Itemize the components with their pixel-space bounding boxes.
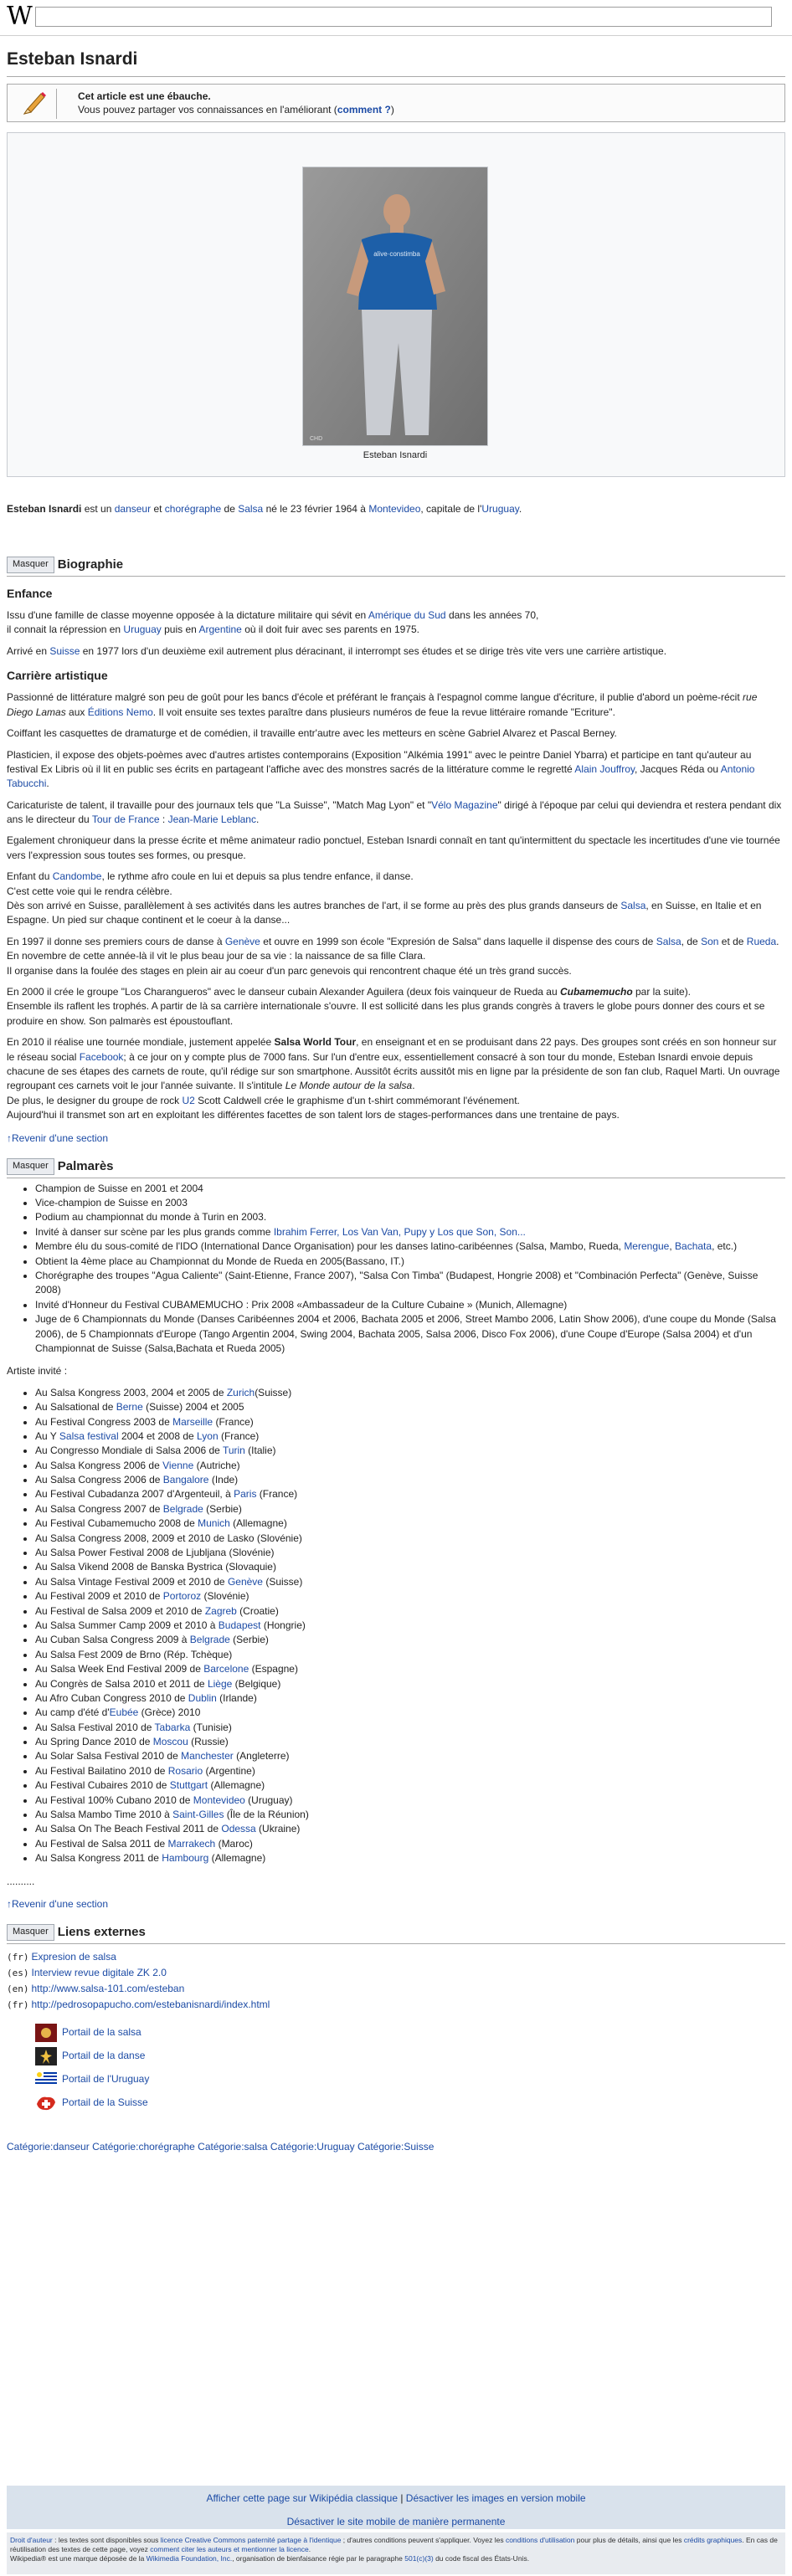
list-item-link[interactable]: Ibrahim Ferrer, Los Van Van, Pupy y Los que Son, Son...: [273, 1225, 526, 1238]
page-title: Esteban Isnardi: [7, 47, 785, 77]
list-item-text: Au Salsational de: [35, 1401, 116, 1414]
paragraph: Coiffant les casquettes de dramaturge et de comédien, il travaille entr'autre avec les metteurs en scène Gabriel Alvarez et Pascal Berney.: [7, 727, 617, 740]
list-item: [35, 1386, 785, 1400]
list-item-link[interactable]: Zagreb: [204, 1604, 237, 1617]
list-item-text: Juge de 6 Championnats du Monde (Danses Caribéennes 2004 et 2006, Bachata 2005 et 2006, Street Mambo 2006, Latin Show 2006), d'une coupe du Monde (Salsa 2006), de 5 Championnats d'Europe (Tango Argentin 2004, Swing 2004, Bachata 2005, Salsa 2006, Disco Fox 2006), d'une Coupe d'Europe (Salsa 2004) et d'un Championnat de Suisse (Salsa,Bachata et Rueda 2005): [35, 1313, 776, 1354]
list-item: [35, 1822, 785, 1836]
section-biography-title: Biographie: [57, 557, 124, 572]
list-item-text: (Grèce) 2010: [138, 1706, 201, 1719]
shirt-text: alive·constimba: [373, 250, 420, 259]
list-item-text: Au Salsa Congress 2006 de: [35, 1474, 163, 1486]
list-item-link[interactable]: Eubée: [109, 1706, 139, 1719]
list-item-text: (Irlande): [216, 1691, 257, 1704]
paragraph: Enfant du Candombe, le rythme afro coule en lui et depuis sa plus tendre enfance, il danse. C'est cette voie qui le rendra célèbre. Dès son arrivé en Suisse, parallèlement à ses activités dans les autres branches de l'art, il se forme au près des plus grands danseurs de Salsa, en Suisse, en Italie et en Espagne. Un pied sur chaque continent et le coeur à la danse...: [7, 870, 762, 926]
list-item-text: Vice-champion de Suisse en 2003: [35, 1197, 188, 1209]
list-item-link[interactable]: Vienne: [162, 1459, 194, 1471]
link-alain-jouffroy[interactable]: Alain Jouffroy: [574, 762, 635, 775]
paragraph: En 2010 il réalise une tournée mondiale, justement appelée Salsa World Tour, en enseignant et en se produisant dans 22 pays. Des groupes sont créés en son honneur sur le réseau social Facebook; à ce jour on y compte plus de 7000 fans. Sur l'un d'entre eux, essentiellement consacré à son tour du monde, Esteban Isnardi envoie depuis chacune de ses étapes des carnets de route, qu'il rédige sur son smartphone. Aussitôt écrits aussitôt mis en ligne par la présidente de son fan club, Raquel Marti. Un ouvrage regroupant ces carnets voit le jour l'année suivante. Il s'intitule Le Monde autour de la salsa. De plus, le designer du groupe de rock U2 Scott Caldwell crée le graphisme d'un t-shirt commémorant l'événement. Aujourd'hui il transmet son art en exploitant les différentes facettes de son talent lors de stages-performances dans une trentaine de pays.: [7, 1036, 780, 1121]
subheading-carriere: Carrière artistique: [7, 669, 108, 683]
subheading-enfance: Enfance: [7, 586, 53, 600]
list-item-text: Au Festival de Salsa 2011 de: [35, 1837, 168, 1850]
list-item-text: 2004 et 2008 de: [118, 1429, 198, 1442]
section-external-header: [7, 1923, 785, 1944]
list-item-link[interactable]: Turin: [222, 1445, 245, 1457]
list-item-text: Au Festival de Salsa 2009 et 2010 de: [35, 1604, 205, 1617]
list-item-link[interactable]: Bangalore: [162, 1474, 209, 1486]
link-danseur[interactable]: danseur: [114, 503, 152, 516]
list-item-text: Au Salsa Kongress 2011 de: [35, 1852, 162, 1865]
paragraph: Egalement chroniqueur dans la presse écrite et même animateur radio ponctuel, Esteban Isnardi connaît en tant qu'intermittent du spectacle les incertitudes d'une vie tournée vers l'expression sous toutes ses formes, ou presque.: [7, 834, 780, 861]
wikimedia-link[interactable]: Wikimedia Foundation, Inc.: [146, 2554, 233, 2563]
list-item-text: (Suisse): [262, 1575, 303, 1588]
list-item-text: Au Salsa Summer Camp 2009 et 2010 à: [35, 1619, 219, 1631]
list-item-text: Champion de Suisse en 2001 et 2004: [35, 1182, 203, 1194]
link-salsa[interactable]: Salsa: [620, 900, 646, 912]
list-item-text: (Île de la Réunion): [224, 1809, 309, 1821]
list-item-link[interactable]: Budapest: [218, 1619, 261, 1631]
classic-view-link[interactable]: Afficher cette page sur Wikipédia classique: [206, 2492, 398, 2504]
list-item: [35, 1633, 785, 1647]
list-item-link[interactable]: Munich: [198, 1517, 230, 1530]
list-item-text: Au Salsa Congress 2007 de: [35, 1502, 163, 1515]
list-item-text: Au Salsa On The Beach Festival 2011 de: [35, 1823, 222, 1835]
link-argentine[interactable]: Argentine: [198, 623, 242, 636]
external-link[interactable]: http://www.salsa-101.com/esteban: [31, 1983, 185, 1995]
list-item: [35, 1516, 785, 1531]
list-item: [35, 1502, 785, 1516]
external-link-row: [7, 1949, 785, 1965]
list-item-link[interactable]: Dublin: [188, 1691, 217, 1704]
list-item: [35, 1793, 785, 1808]
list-item-link[interactable]: Marrakech: [167, 1837, 216, 1850]
section-external-title: Liens externes: [57, 1925, 146, 1940]
portal-item: [35, 2045, 785, 2068]
list-item-text: Au Salsa Kongress 2003, 2004 et 2005 de: [35, 1386, 227, 1398]
list-item-text: Au Salsa Power Festival 2008 de Ljubljana (Slovénie): [35, 1547, 275, 1559]
list-item: [35, 1312, 785, 1356]
category-link[interactable]: Catégorie:salsa: [198, 2141, 268, 2153]
portal-link[interactable]: Portail de l'Uruguay: [62, 2073, 150, 2086]
list-item-text: (Allemagne): [208, 1852, 266, 1865]
paragraph: Arrivé en Suisse en 1977 lors d'un deuxième exil autrement plus déracinant, il interrompt ses études et se dirige très vite vers une carrière artistique.: [7, 644, 667, 657]
search-input[interactable]: [35, 7, 772, 27]
portrait-image[interactable]: [302, 167, 488, 446]
category-link[interactable]: Catégorie:danseur: [7, 2141, 90, 2153]
list-item: [35, 1546, 785, 1560]
toggle-external-button[interactable]: Masquer: [7, 1924, 54, 1941]
list-item-text: Au Festival Cubamemucho 2008 de: [35, 1517, 198, 1530]
category-link[interactable]: Catégorie:Suisse: [357, 2141, 435, 2153]
list-item: [35, 1604, 785, 1619]
notice-how-link[interactable]: comment ?: [337, 104, 391, 116]
list-item-link[interactable]: Zurich: [226, 1386, 255, 1398]
list-item-link[interactable]: Salsa festival: [59, 1429, 119, 1442]
disable-mobile-link[interactable]: Désactiver le site mobile de manière permanente: [286, 2516, 506, 2528]
list-item-text: (France): [218, 1429, 260, 1442]
intro-paragraph: Esteban Isnardi est un danseur et chorégraphe de Salsa né le 23 février 1964 à Montevideo, capitale de l'Uruguay.: [7, 503, 522, 516]
list-item-link[interactable]: Bachata: [675, 1240, 712, 1253]
list-item: [35, 1255, 785, 1269]
list-item-text: Au Salsa Festival 2010 de: [35, 1721, 155, 1733]
list-item: [35, 1196, 785, 1210]
stub-notice: [7, 84, 785, 122]
list-item: [35, 1619, 785, 1633]
portal-item: [35, 2068, 785, 2091]
link-velo-magazine[interactable]: Vélo Magazine: [431, 798, 498, 811]
link-rueda[interactable]: Rueda: [746, 935, 777, 947]
list-item: [35, 1473, 785, 1487]
salsa-portal-icon: [35, 2024, 57, 2042]
list-item: [35, 1560, 785, 1574]
list-item-text: Au Spring Dance 2010 de: [35, 1736, 153, 1748]
switzerland-map-icon: [35, 2094, 57, 2112]
list-item-text: (Croatie): [236, 1604, 279, 1617]
guest-list: [7, 1386, 785, 1866]
footer: Droit d'auteur : les textes sont disponibles sous licence Creative Commons paternité partage à l'identique ; d'autres conditions peuvent s'appliquer. Voyez les conditions d'utilisation pour plus de détails, ainsi que les crédits graphiques. En cas de réutilisation des textes de cette page, voyez comment citer les auteurs et mentionner la licence. Wikipedia® est une marque déposée de la Wikimedia Foundation, Inc., organisation de bienfaisance régie par le paragraphe 501(c)(3) du code fiscal des États-Unis.: [7, 2532, 785, 2574]
portal-link[interactable]: Portail de la Suisse: [62, 2096, 148, 2109]
article-content: [7, 42, 785, 2155]
list-item: [35, 1589, 785, 1604]
list-item: [35, 1239, 785, 1254]
list-item: [35, 1837, 785, 1851]
portal-list: [7, 2021, 785, 2115]
list-item-text: Au Salsa Week End Festival 2009 de: [35, 1663, 204, 1675]
wikipedia-logo[interactable]: W: [7, 2, 33, 31]
list-item: [35, 1182, 785, 1196]
list-item-link[interactable]: Marseille: [172, 1415, 213, 1428]
list-item-text: Obtient la 4ème place au Championnat du Monde de Rueda en 2005(Bassano, IT.): [35, 1255, 404, 1267]
list-item: [35, 1648, 785, 1662]
list-item-text: (Ukraine): [255, 1823, 301, 1835]
list-item-text: Au Congresso Mondiale di Salsa 2006 de: [35, 1445, 223, 1457]
list-item-text: (Allemagne): [229, 1517, 287, 1530]
terms-link[interactable]: conditions d'utilisation: [505, 2536, 575, 2544]
link-antonio-tabucchi[interactable]: Antonio Tabucchi: [7, 762, 755, 790]
image-box: [7, 132, 785, 477]
pencil-icon: [18, 89, 57, 119]
list-item: [35, 1444, 785, 1458]
section-palmares-title: Palmarès: [57, 1158, 114, 1173]
list-item-text: (Argentine): [203, 1764, 255, 1777]
list-item-text: (Allemagne): [208, 1779, 265, 1792]
categories: [7, 2140, 785, 2154]
list-item-text: Podium au championnat du monde à Turin en 2003.: [35, 1211, 267, 1224]
list-item: [35, 1808, 785, 1822]
list-item-text: Au Festival Cubadanza 2007 d'Argenteuil, à: [35, 1488, 234, 1501]
list-item-link[interactable]: Belgrade: [189, 1634, 230, 1646]
palmares-list: [7, 1182, 785, 1357]
language-code: (fr): [7, 1999, 29, 2011]
list-item-text: (Maroc): [215, 1837, 253, 1850]
link-amerique-du-sud[interactable]: Amérique du Sud: [368, 608, 446, 621]
link-salsa[interactable]: Salsa: [238, 503, 264, 516]
list-item-link[interactable]: Moscou: [152, 1736, 188, 1748]
list-item-text: (France): [213, 1415, 254, 1428]
category-link[interactable]: Catégorie:Uruguay: [270, 2141, 355, 2153]
external-links: [7, 1949, 785, 2013]
list-item: [35, 1429, 785, 1444]
link-u2[interactable]: U2: [182, 1094, 195, 1106]
list-item: [35, 1575, 785, 1589]
toggle-biography-button[interactable]: Masquer: [7, 557, 54, 573]
list-item-text: (Suisse) 2004 et 2005: [142, 1401, 244, 1414]
license-link[interactable]: licence Creative Commons paternité partage à l'identique: [160, 2536, 342, 2544]
external-link-row: [7, 1997, 785, 2013]
list-item-text: , etc.): [712, 1240, 738, 1253]
list-item: [35, 1298, 785, 1312]
list-item-link[interactable]: Stuttgart: [169, 1779, 208, 1792]
list-item-text: Au Salsa Congress 2008, 2009 et 2010 de Lasko (Slovénie): [35, 1532, 302, 1544]
list-item-link[interactable]: Genève: [227, 1575, 263, 1588]
language-code: (fr): [7, 1952, 29, 1963]
list-item-text: (Inde): [208, 1474, 239, 1486]
list-item-text: Invité à danser sur scène par les plus grands comme: [35, 1225, 274, 1238]
list-item-text: (Slovénie): [201, 1590, 249, 1603]
image-caption: Esteban Isnardi: [363, 450, 428, 461]
link-facebook[interactable]: Facebook: [79, 1050, 124, 1063]
list-item-text: Invité d'Honneur du Festival CUBAMEMUCHO : Prix 2008 «Ambassadeur de la Culture Cubaine » (Munich, Allemagne): [35, 1298, 568, 1311]
ellipsis: ..........: [7, 1875, 35, 1887]
link-tour-de-france[interactable]: Tour de France: [91, 813, 160, 826]
portal-item: [35, 2091, 785, 2115]
portal-link[interactable]: Portail de la danse: [62, 2050, 146, 2062]
list-item-link[interactable]: Hambourg: [162, 1852, 209, 1865]
link-salsa[interactable]: Salsa: [656, 935, 681, 947]
list-item-link[interactable]: Barcelone: [203, 1663, 249, 1675]
list-item-text: (Autriche): [193, 1459, 240, 1471]
paragraph: En 1997 il donne ses premiers cours de danse à Genève et ouvre en 1999 son école "Expresión de Salsa" dans laquelle il dispense des cours de Salsa, de Son et de Rueda. En novembre de cette année-là il vit le plus beau jour de sa vie : la naissance de sa fille Clara. Il organise dans la foulée des stages en plein air au coeur d'un parc genevois qui rencontrent chaque été un très grand succès.: [7, 935, 779, 977]
list-item: [35, 1662, 785, 1676]
link-uruguay[interactable]: Uruguay: [123, 623, 162, 636]
section-biography-header: [7, 556, 785, 577]
list-item-link[interactable]: Berne: [116, 1401, 143, 1414]
back-to-section-link[interactable]: ↑Revenir d'une section: [7, 1131, 109, 1144]
list-item-link[interactable]: Manchester: [181, 1750, 234, 1763]
list-item-text: Au Cuban Salsa Congress 2009 à: [35, 1634, 190, 1646]
notice-title: Cet article est une ébauche.: [78, 90, 211, 103]
external-link[interactable]: Expresion de salsa: [31, 1951, 116, 1963]
link-editions-nemo[interactable]: Éditions Nemo: [87, 706, 153, 718]
list-item-text: Au Salsa Vintage Festival 2009 et 2010 de: [35, 1575, 228, 1588]
list-item: [35, 1210, 785, 1224]
link-geneve[interactable]: Genève: [224, 935, 260, 947]
notice-text: Vous pouvez partager vos connaissances en l'améliorant (: [78, 104, 337, 116]
list-item: [35, 1764, 785, 1778]
artist-label: Artiste invité :: [7, 1365, 68, 1378]
list-item-text: Au Y: [35, 1429, 59, 1442]
list-item-text: ,: [669, 1240, 676, 1253]
list-item-link[interactable]: Saint-Gilles: [172, 1809, 224, 1821]
list-item: [35, 1459, 785, 1473]
portal-link[interactable]: Portail de la salsa: [62, 2026, 141, 2039]
list-item-text: (Italie): [244, 1445, 276, 1457]
paragraph: Passionné de littérature malgré son peu de goût pour les bancs d'école et préférant le français à l'espagnol comme langue d'écriture, il publie d'abord un poème-récit rue Diego Lamas aux Éditions Nemo. Il voit ensuite ses textes paraître dans plusieurs numéros de feue la revue littéraire romande "Ecriture".: [7, 691, 758, 718]
tax-code-link[interactable]: 501(c)(3): [404, 2554, 434, 2563]
list-item-text: (Belgique): [232, 1677, 281, 1690]
back-to-section-link[interactable]: ↑Revenir d'une section: [7, 1898, 109, 1910]
list-item-text: Chorégraphe des troupes "Agua Caliente" (Saint-Etienne, France 2007), "Salsa Con Timba" (Budapest, Hongrie 2008) et "Combinación Perfecta" (Genève, Suisse 2008): [35, 1269, 759, 1296]
link-candombe[interactable]: Candombe: [52, 870, 102, 883]
list-item-text: Au Festival Cubaires 2010 de: [35, 1779, 170, 1792]
list-item-text: (Serbie): [203, 1502, 242, 1515]
list-item-text: Au Festival Bailatino 2010 de: [35, 1764, 168, 1777]
list-item-text: Au Solar Salsa Festival 2010 de: [35, 1750, 182, 1763]
list-item-link[interactable]: Merengue: [624, 1240, 670, 1253]
list-item-text: (Angleterre): [233, 1750, 290, 1763]
list-item-text: Au Salsa Kongress 2006 de: [35, 1459, 163, 1471]
credits-link[interactable]: crédits graphiques: [683, 2536, 743, 2544]
link-suisse[interactable]: Suisse: [49, 644, 80, 657]
list-item: [35, 1415, 785, 1429]
list-item-text: Au Salsa Fest 2009 de Brno (Rép. Tchèque): [35, 1648, 233, 1660]
list-item-text: Membre élu du sous-comité de l'IDO (International Dance Organisation) pour les danses latino-caribéennes (Salsa, Mambo, Rueda,: [35, 1240, 625, 1253]
list-item-text: (Tunisie): [190, 1721, 232, 1733]
list-item: [35, 1225, 785, 1239]
list-item-text: Au Festival 100% Cubano 2010 de: [35, 1793, 193, 1806]
cite-link[interactable]: comment citer les auteurs et mentionner la licence: [150, 2545, 309, 2553]
paragraph: Caricaturiste de talent, il travaille pour des journaux tels que "La Suisse", "Match Mag Lyon" et "Vélo Magazine" dirigé à l'époque par celui qui deviendra et restera pendant dix ans le directeur du Tour de France : Jean-Marie Leblanc.: [7, 798, 782, 826]
external-link-row: [7, 1965, 785, 1981]
list-item-text: Au Festival 2009 et 2010 de: [35, 1590, 163, 1603]
intro-name: Esteban Isnardi: [7, 503, 82, 516]
list-item-text: (France): [256, 1488, 298, 1501]
list-item-text: (Russie): [188, 1736, 229, 1748]
list-item-link[interactable]: Odessa: [221, 1823, 256, 1835]
external-link[interactable]: Interview revue digitale ZK 2.0: [31, 1967, 167, 1979]
disable-images-link[interactable]: Désactiver les images en version mobile: [405, 2492, 586, 2504]
list-item-link[interactable]: Montevideo: [193, 1793, 245, 1806]
list-item-text: Au Festival Congress 2003 de: [35, 1415, 173, 1428]
portal-item: [35, 2021, 785, 2045]
paragraph: Issu d'une famille de classe moyenne opposée à la dictature militaire qui sévit en Amérique du Sud dans les années 70, il connait la répression en Uruguay puis en Argentine où il doit fuir avec ses parents en 1975.: [7, 608, 539, 636]
list-item-text: Au Congrès de Salsa 2010 et 2011 de: [35, 1677, 208, 1690]
photo-credit-mark: CHD: [310, 436, 323, 443]
copyright-link[interactable]: Droit d'auteur: [10, 2536, 53, 2544]
list-item-link[interactable]: Belgrade: [162, 1502, 203, 1515]
list-item-text: Au Salsa Vikend 2008 de Banska Bystrica (Slovaquie): [35, 1561, 276, 1573]
list-item-link[interactable]: Lyon: [197, 1429, 219, 1442]
list-item-text: (Espagne): [249, 1663, 298, 1675]
list-item-link[interactable]: Paris: [234, 1488, 257, 1501]
list-item: [35, 1269, 785, 1298]
dance-portal-icon: [35, 2047, 57, 2065]
top-bar: [0, 0, 792, 36]
list-item: [35, 1532, 785, 1546]
mobile-options-bar: Afficher cette page sur Wikipédia classique | Désactiver les images en version mobile Désactiver le site mobile de manière permanente: [7, 2486, 785, 2529]
list-item: [35, 1691, 785, 1706]
toggle-palmares-button[interactable]: Masquer: [7, 1158, 54, 1175]
paragraph: Plasticien, il expose des objets-poèmes avec d'autres artistes contemporains (Exposition "Alkémia 1991" avec le peintre Daniel Ybarra) et participe en tant qu'auteur au festival Ex Libris où il lit en public ses écrits en partageant l'affiche avec des monstres sacrés de la littérature comme le regretté Alain Jouffroy, Jacques Réda ou Antonio Tabucchi.: [7, 748, 755, 790]
external-link-row: [7, 1981, 785, 1997]
list-item: [35, 1487, 785, 1501]
list-item-link[interactable]: Portoroz: [162, 1590, 202, 1603]
list-item-text: Au Salsa Mambo Time 2010 à: [35, 1809, 173, 1821]
list-item-link[interactable]: Rosario: [167, 1764, 203, 1777]
link-jean-marie-leblanc[interactable]: Jean-Marie Leblanc: [167, 813, 256, 826]
list-item-link[interactable]: Tabarka: [154, 1721, 191, 1733]
section-palmares-header: [7, 1157, 785, 1178]
category-link[interactable]: Catégorie:chorégraphe: [92, 2141, 195, 2153]
list-item-text: Au Afro Cuban Congress 2010 de: [35, 1691, 188, 1704]
language-code: (es): [7, 1968, 29, 1979]
list-item-link[interactable]: Liège: [207, 1677, 233, 1690]
list-item-text: (Uruguay): [244, 1793, 293, 1806]
link-montevideo[interactable]: Montevideo: [368, 503, 421, 516]
language-code: (en): [7, 1983, 29, 1995]
link-son[interactable]: Son: [701, 935, 719, 947]
paragraph: En 2000 il crée le groupe "Los Charangueros" avec le danseur cubain Alexander Aguilera (deux fois vainqueur de Rueda au Cubamemucho par la suite). Ensemble ils raflent les trophés. A partir de là sa carrière internationale s'ouvre. Il est sollicité dans les plus grands congrès à travers le globe pours donner des cours et se produire en show. Son palmarès est époustouflant.: [7, 985, 765, 1027]
list-item: [35, 1749, 785, 1763]
notice-text-end: ): [390, 104, 394, 116]
link-choregraphe[interactable]: chorégraphe: [164, 503, 222, 516]
list-item-text: (Serbie): [229, 1634, 269, 1646]
list-item-text: Au camp d'été d': [35, 1706, 110, 1719]
list-item-text: (Hongrie): [260, 1619, 306, 1631]
list-item: [35, 1706, 785, 1720]
uruguay-flag-icon: [35, 2071, 57, 2089]
list-item: [35, 1735, 785, 1749]
list-item: [35, 1677, 785, 1691]
external-link[interactable]: http://pedrosopapucho.com/estebanisnardi/index.html: [31, 1999, 270, 2011]
link-uruguay[interactable]: Uruguay: [481, 503, 519, 516]
list-item: [35, 1778, 785, 1793]
list-item: [35, 1721, 785, 1735]
list-item-text: (Suisse): [255, 1386, 292, 1398]
list-item: [35, 1400, 785, 1414]
list-item: [35, 1851, 785, 1865]
